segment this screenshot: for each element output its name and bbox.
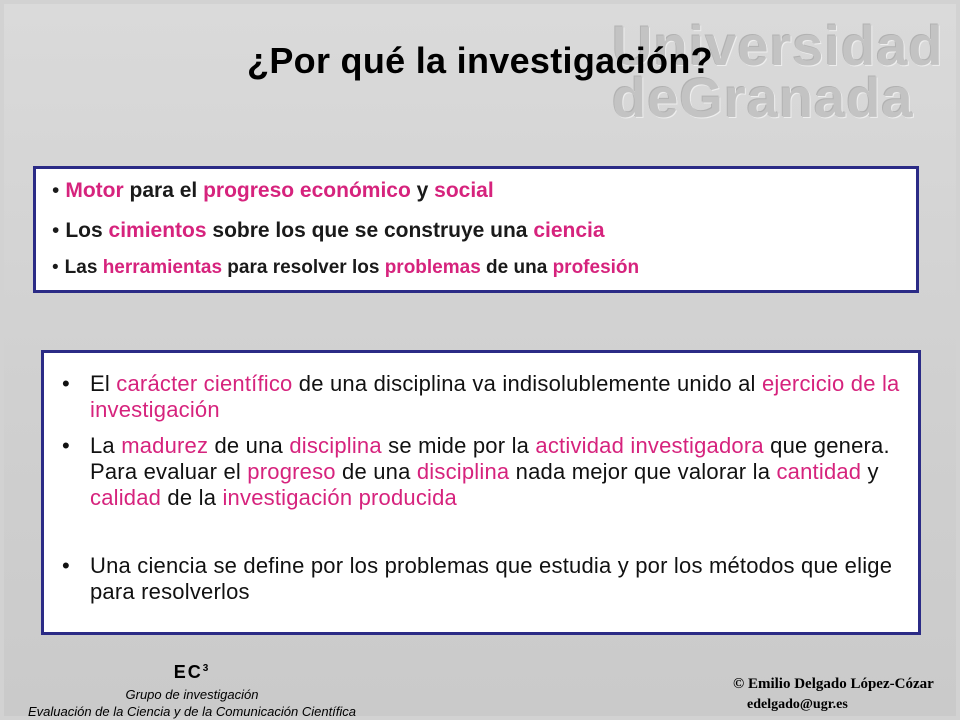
body-text: y	[410, 179, 435, 202]
research-group-name: Evaluación de la Ciencia y de la Comunicación Científica	[27, 704, 357, 719]
body-text: La	[90, 433, 122, 458]
author-email: edelgado@ugr.es	[747, 697, 848, 712]
highlighted-term: problemas	[384, 257, 481, 278]
body-text: Una ciencia se define por los problemas que estudia y por los métodos que elige para resolverlos	[90, 553, 893, 604]
body-text: se mide por la	[381, 433, 536, 458]
highlighted-term: disciplina	[289, 433, 382, 458]
summary-bullet-2	[52, 219, 605, 243]
body-text: Las	[64, 257, 103, 278]
highlighted-term: profesión	[552, 257, 640, 278]
author-copyright: © Emilio Delgado López-Cózar	[733, 676, 934, 692]
highlighted-term: investigación producida	[222, 485, 457, 510]
highlighted-term: herramientas	[102, 257, 223, 278]
highlighted-term: progreso económico	[203, 179, 411, 202]
bullet-icon: •	[52, 257, 59, 278]
body-text: de la	[161, 485, 223, 510]
bullet-icon: •	[62, 371, 70, 396]
highlighted-term: social	[434, 179, 494, 202]
highlighted-term: cantidad	[776, 459, 862, 484]
body-text: de una disciplina va indisolublemente unido al	[292, 371, 762, 396]
body-text: de una	[208, 433, 290, 458]
body-text: de una	[480, 257, 553, 278]
body-text: El	[90, 371, 117, 396]
body-text: nada mejor que valorar la	[509, 459, 777, 484]
body-text: para resolver los	[222, 257, 385, 278]
detail-box	[41, 350, 921, 635]
detail-bullet-2	[62, 433, 902, 511]
summary-bullet-3	[52, 257, 639, 279]
body-text: de una	[335, 459, 417, 484]
ec3-logo: $EC^3$	[173, 662, 211, 682]
research-group-logo	[0, 662, 384, 719]
highlighted-term: carácter científico	[116, 371, 293, 396]
body-text: que genera. Para evaluar el	[90, 433, 890, 484]
highlighted-term: cimientos	[108, 219, 207, 242]
body-text: sobre los que se construye una	[206, 219, 534, 242]
body-text: para el	[123, 179, 204, 202]
university-watermark-line1: Universidad	[612, 14, 944, 77]
highlighted-term: disciplina	[416, 459, 510, 484]
bullet-icon: •	[62, 433, 70, 458]
university-watermark-line2: deGranada	[612, 66, 914, 129]
highlighted-term: madurez	[121, 433, 209, 458]
summary-bullet-1	[52, 179, 494, 203]
bullet-icon: •	[52, 219, 60, 242]
detail-bullet-1	[62, 371, 902, 423]
summary-box	[33, 166, 919, 293]
highlighted-term: actividad investigadora	[535, 433, 764, 458]
slide-title: ¿Por qué la investigación?	[247, 40, 713, 81]
body-text: Los	[65, 219, 109, 242]
research-group-label: Grupo de investigación	[125, 687, 259, 702]
highlighted-term: Motor	[65, 179, 124, 202]
bullet-icon: •	[62, 553, 70, 578]
body-text: y	[861, 459, 879, 484]
highlighted-term: progreso	[247, 459, 336, 484]
highlighted-term: ejercicio de la investigación	[90, 371, 900, 422]
detail-bullet-3	[62, 553, 902, 605]
highlighted-term: ciencia	[533, 219, 605, 242]
highlighted-term: calidad	[90, 485, 162, 510]
bullet-icon: •	[52, 179, 60, 202]
